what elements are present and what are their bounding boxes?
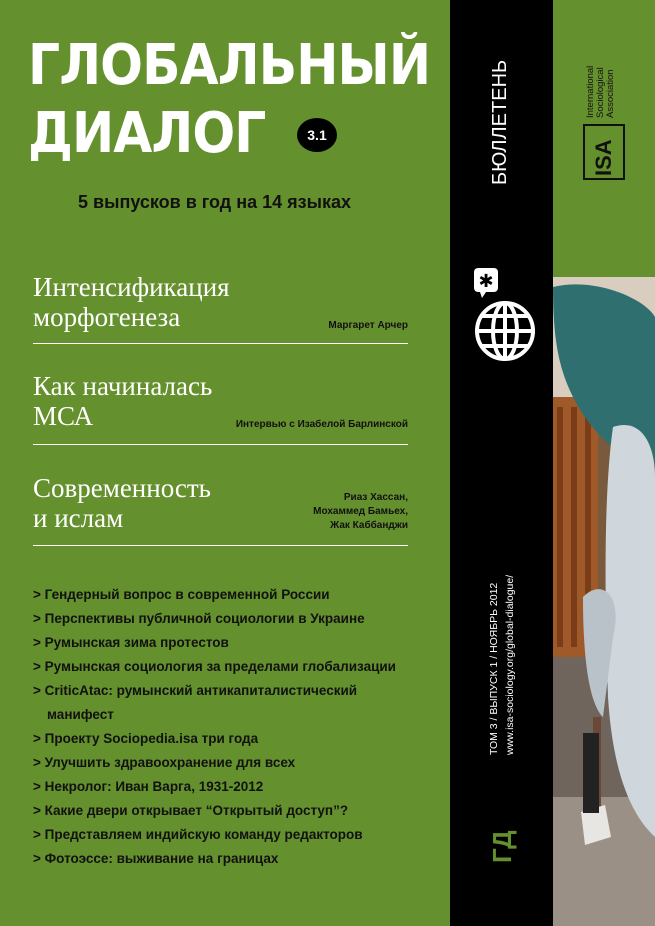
- isa-name: International Sociological Association: [585, 65, 616, 118]
- isa-logo: ISA: [583, 124, 625, 180]
- issue-badge: 3.1: [297, 118, 337, 152]
- article-author: Маргарет Арчер: [328, 320, 408, 331]
- cover-photo: [553, 277, 655, 926]
- toc-item[interactable]: > Гендерный вопрос в современной России: [33, 587, 330, 602]
- magazine-title-line1: ГЛОБАЛЬНЫЙ: [28, 33, 431, 98]
- bulletin-label: БЮЛЛЕТЕНЬ: [489, 59, 511, 185]
- feature-article-3: [33, 473, 408, 533]
- toc-item[interactable]: > Какие двери открывает “Открытый доступ”?: [33, 803, 349, 818]
- table-of-contents: [33, 583, 443, 871]
- globe-speech-icon: [474, 268, 536, 381]
- toc-item[interactable]: > Проекту Sociopedia.isa три года: [33, 731, 259, 746]
- toc-item[interactable]: > Представляем индийскую команду редакторов: [33, 827, 363, 842]
- toc-item[interactable]: > Некролог: Иван Варга, 1931-2012: [33, 779, 264, 794]
- toc-item[interactable]: > Румынская зима протестов: [33, 635, 229, 650]
- svg-text:✱: ✱: [478, 271, 494, 292]
- toc-item-continued[interactable]: манифест: [47, 707, 114, 722]
- article-title: Интенсификация морфогенеза: [33, 272, 230, 332]
- divider: [33, 545, 408, 546]
- feature-article-2: [33, 371, 408, 431]
- article-title: Современность и ислам: [33, 473, 211, 533]
- article-title: Как начиналась МСА: [33, 371, 213, 431]
- toc-item[interactable]: > CriticAtac: румынский антикапиталистический: [33, 683, 358, 698]
- article-author: Риаз Хассан, Мохаммед Бамьех, Жак Каббанджи: [313, 492, 408, 531]
- magazine-title-line2: ДИАЛОГ: [28, 101, 266, 166]
- toc-item[interactable]: > Перспективы публичной социологии в Украине: [33, 611, 365, 626]
- frequency-subtitle: 5 выпусков в год на 14 языках: [78, 192, 351, 212]
- divider: [33, 343, 408, 344]
- toc-item[interactable]: > Румынская социология за пределами глобализации: [33, 659, 396, 674]
- volume-info: ТОМ 3 / ВЫПУСК 1 / НОЯБРЬ 2012: [488, 582, 500, 755]
- article-author: Интервью с Изабелой Барлинской: [235, 419, 408, 430]
- feature-article-1: [33, 272, 408, 332]
- website-url[interactable]: www.isa-sociology.org/global-dialogue/: [504, 574, 516, 755]
- gd-monogram: ГД: [487, 830, 517, 863]
- toc-item[interactable]: > Фотоэссе: выживание на границах: [33, 851, 279, 866]
- divider: [33, 444, 408, 445]
- toc-item[interactable]: > Улучшить здравоохранение для всех: [33, 755, 296, 770]
